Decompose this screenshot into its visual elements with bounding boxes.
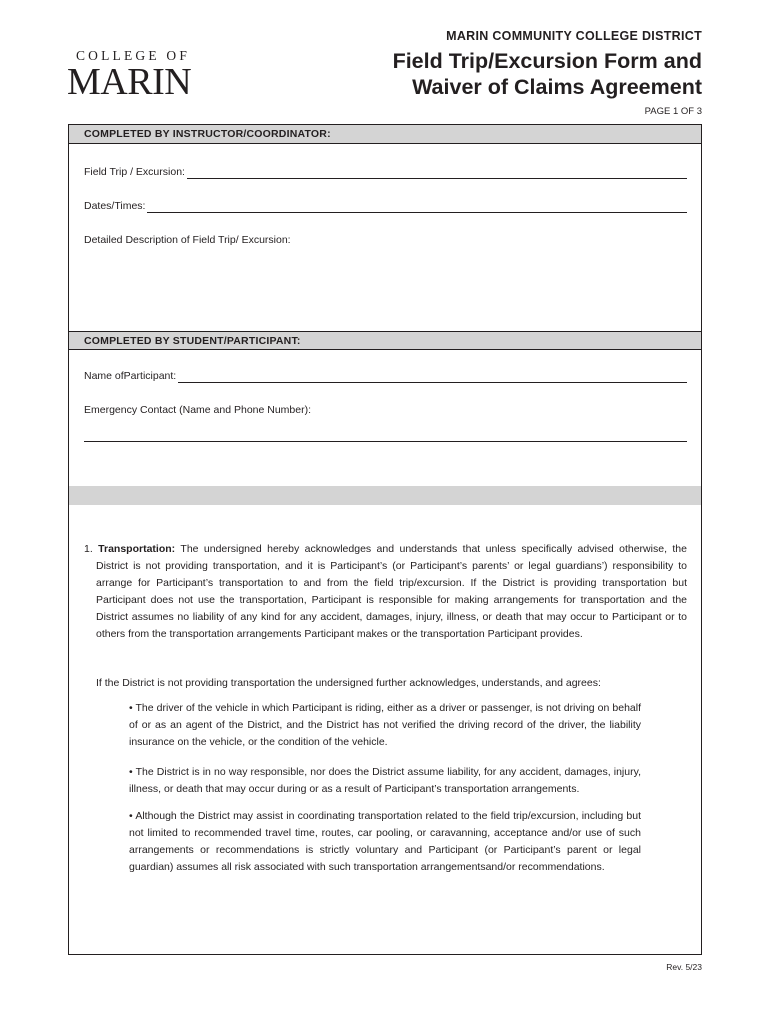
transportation-heading: Transportation: bbox=[98, 543, 176, 555]
field-trip-input-line[interactable] bbox=[187, 167, 687, 179]
district-name: MARIN COMMUNITY COLLEGE DISTRICT bbox=[446, 29, 702, 43]
field-trip-label: Field Trip / Excursion: bbox=[84, 166, 185, 178]
participant-name-label: Name ofParticipant: bbox=[84, 370, 177, 382]
page-title bbox=[393, 48, 702, 100]
instructor-section-heading: COMPLETED BY INSTRUCTOR/COORDINATOR: bbox=[69, 125, 701, 144]
bullet-item: • Although the District may assist in coordinating transportation related to the field trip/excursion, including but not limited to recommended travel time, routes, car pooling, or caravanning, acceptance and/or use of such arrangements or recommendations is strictly voluntary and Participant (or Participant’s parent or legal guardian) assumes all risk associated with such transportation arrangementsand/or recommendations. bbox=[129, 810, 641, 873]
transportation-paragraph bbox=[84, 541, 687, 643]
paragraph-number: 1. bbox=[84, 543, 93, 555]
emergency-contact-label: Emergency Contact (Name and Phone Number): bbox=[84, 404, 312, 416]
participant-name-field[interactable] bbox=[84, 369, 687, 383]
college-logo-top: COLLEGE OF bbox=[75, 48, 191, 63]
page-number: PAGE 1 OF 3 bbox=[644, 106, 702, 117]
field-trip-field[interactable] bbox=[84, 165, 687, 179]
college-logo-main: MARIN bbox=[67, 61, 192, 103]
dates-input-line[interactable] bbox=[147, 201, 687, 213]
student-section-heading: COMPLETED BY STUDENT/PARTICIPANT: bbox=[69, 331, 701, 350]
transportation-condition-paragraph: If the District is not providing transportation the undersigned further acknowledges, understands, and agrees: bbox=[96, 677, 601, 689]
description-label: Detailed Description of Field Trip/ Excursion: bbox=[84, 234, 291, 246]
bullet-item: • The driver of the vehicle in which Participant is riding, either as a driver or passenger, is not driving on behalf of or as an agent of the District, and the District has not verified the driving record of the driver, the liability insurance on the vehicle, or the condition of the vehicle. bbox=[129, 702, 641, 748]
dates-field[interactable] bbox=[84, 199, 687, 213]
dates-label: Dates/Times: bbox=[84, 200, 146, 212]
bullet-item: • The District is in no way responsible, nor does the District assume liability, for any accident, damages, injury, illness, or death that may occur during or as a result of Participant’s transportation arrangements. bbox=[129, 766, 641, 795]
participant-name-input-line[interactable] bbox=[178, 371, 687, 383]
title-line-1: Field Trip/Excursion Form and bbox=[392, 49, 702, 73]
blank-section-band bbox=[69, 486, 701, 505]
revision-label: Rev. 5/23 bbox=[666, 962, 702, 972]
emergency-contact-input-line[interactable] bbox=[84, 441, 687, 442]
title-line-2: Waiver of Claims Agreement bbox=[412, 75, 702, 99]
transportation-text: The undersigned hereby acknowledges and understands that unless specifically advised otherwise, the District is not providing transportation, and it is Participant’s (or Participant’s parents’ or legal guardians’) responsibility to arrange for Participant’s transportation to and from the field trip/excursion. If the District is providing transportation but Participant does not use the transportation, Participant is responsible for making arrangements for transportation and the District assumes no liability of any kind for any accident, damages, injury, illness, or death that may occur to Participant or to others from the transportation arrangements Participant makes or the transportation Participant provides. bbox=[96, 543, 687, 640]
